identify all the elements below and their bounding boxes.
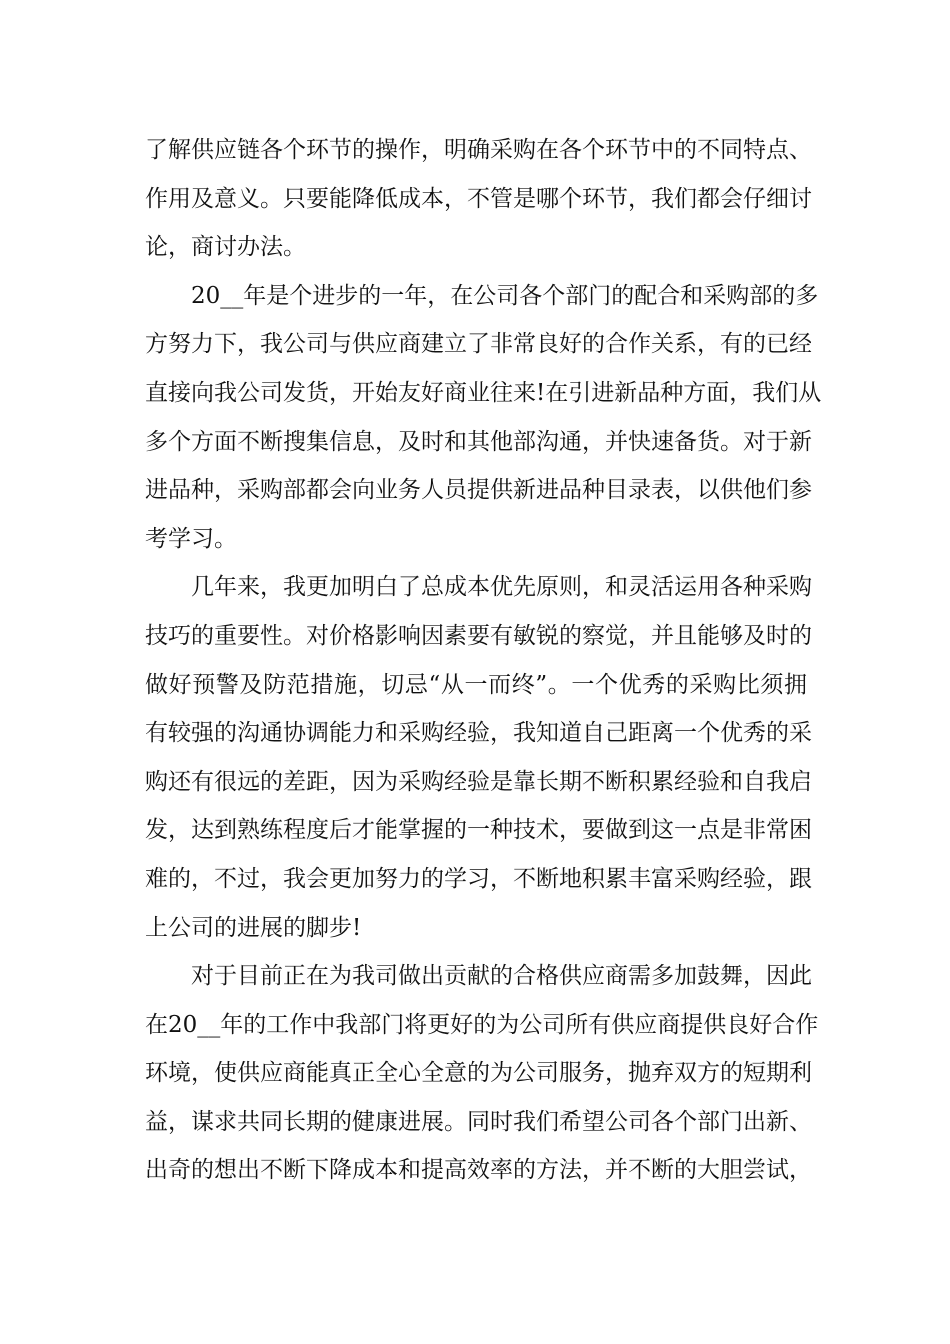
text-line: 进品种，采购部都会向业务人员提供新进品种目录表，以供他们参	[145, 477, 812, 504]
text-line: 环境，使供应商能真正全心全意的为公司服务，抛弃双方的短期利	[145, 1060, 812, 1087]
paragraph-3	[145, 563, 812, 952]
text-line: 购还有很远的差距，因为采购经验是靠长期不断积累经验和自我启	[145, 768, 812, 795]
text-line: 方努力下，我公司与供应商建立了非常良好的合作关系，有的已经	[145, 331, 812, 358]
document-body	[145, 126, 822, 1195]
text-line: 技巧的重要性。对价格影响因素要有敏锐的察觉，并且能够及时的	[145, 622, 812, 649]
text-line: 直接向我公司发货，开始友好商业往来!在引进新品种方面，我们从	[145, 379, 822, 406]
text-line: 在20__年的工作中我部门将更好的为公司所有供应商提供良好合作	[145, 1011, 819, 1038]
text-line: 有较强的沟通协调能力和采购经验，我知道自己距离一个优秀的采	[145, 720, 812, 747]
text-line: 上公司的进展的脚步!	[145, 914, 362, 941]
text-line: 难的，不过，我会更加努力的学习，不断地积累丰富采购经验，跟	[145, 865, 812, 892]
text-line: 作用及意义。只要能降低成本，不管是哪个环节，我们都会仔细讨	[145, 185, 812, 212]
text-line: 出奇的想出不断下降成本和提高效率的方法，并不断的大胆尝试，	[145, 1157, 812, 1184]
text-line: 论，商讨办法。	[145, 234, 306, 261]
text-line: 考学习。	[145, 525, 237, 552]
text-line: 20__年是个进步的一年，在公司各个部门的配合和采购部的多	[191, 282, 819, 309]
text-line: 做好预警及防范措施，切忌“从一而终”。一个优秀的采购比须拥	[145, 671, 807, 698]
paragraph-4	[145, 952, 819, 1195]
text-line: 对于目前正在为我司做出贡献的合格供应商需多加鼓舞，因此	[191, 963, 812, 990]
text-line: 几年来，我更加明白了总成本优先原则，和灵活运用各种采购	[191, 574, 812, 601]
paragraph-1	[145, 126, 812, 272]
text-line: 多个方面不断搜集信息，及时和其他部沟通，并快速备货。对于新	[145, 428, 812, 455]
text-line: 发，达到熟练程度后才能掌握的一种技术，要做到这一点是非常困	[145, 817, 812, 844]
text-line: 了解供应链各个环节的操作，明确采购在各个环节中的不同特点、	[145, 137, 812, 163]
text-line: 益，谋求共同长期的健康进展。同时我们希望公司各个部门出新、	[145, 1108, 812, 1135]
paragraph-2	[145, 272, 822, 564]
